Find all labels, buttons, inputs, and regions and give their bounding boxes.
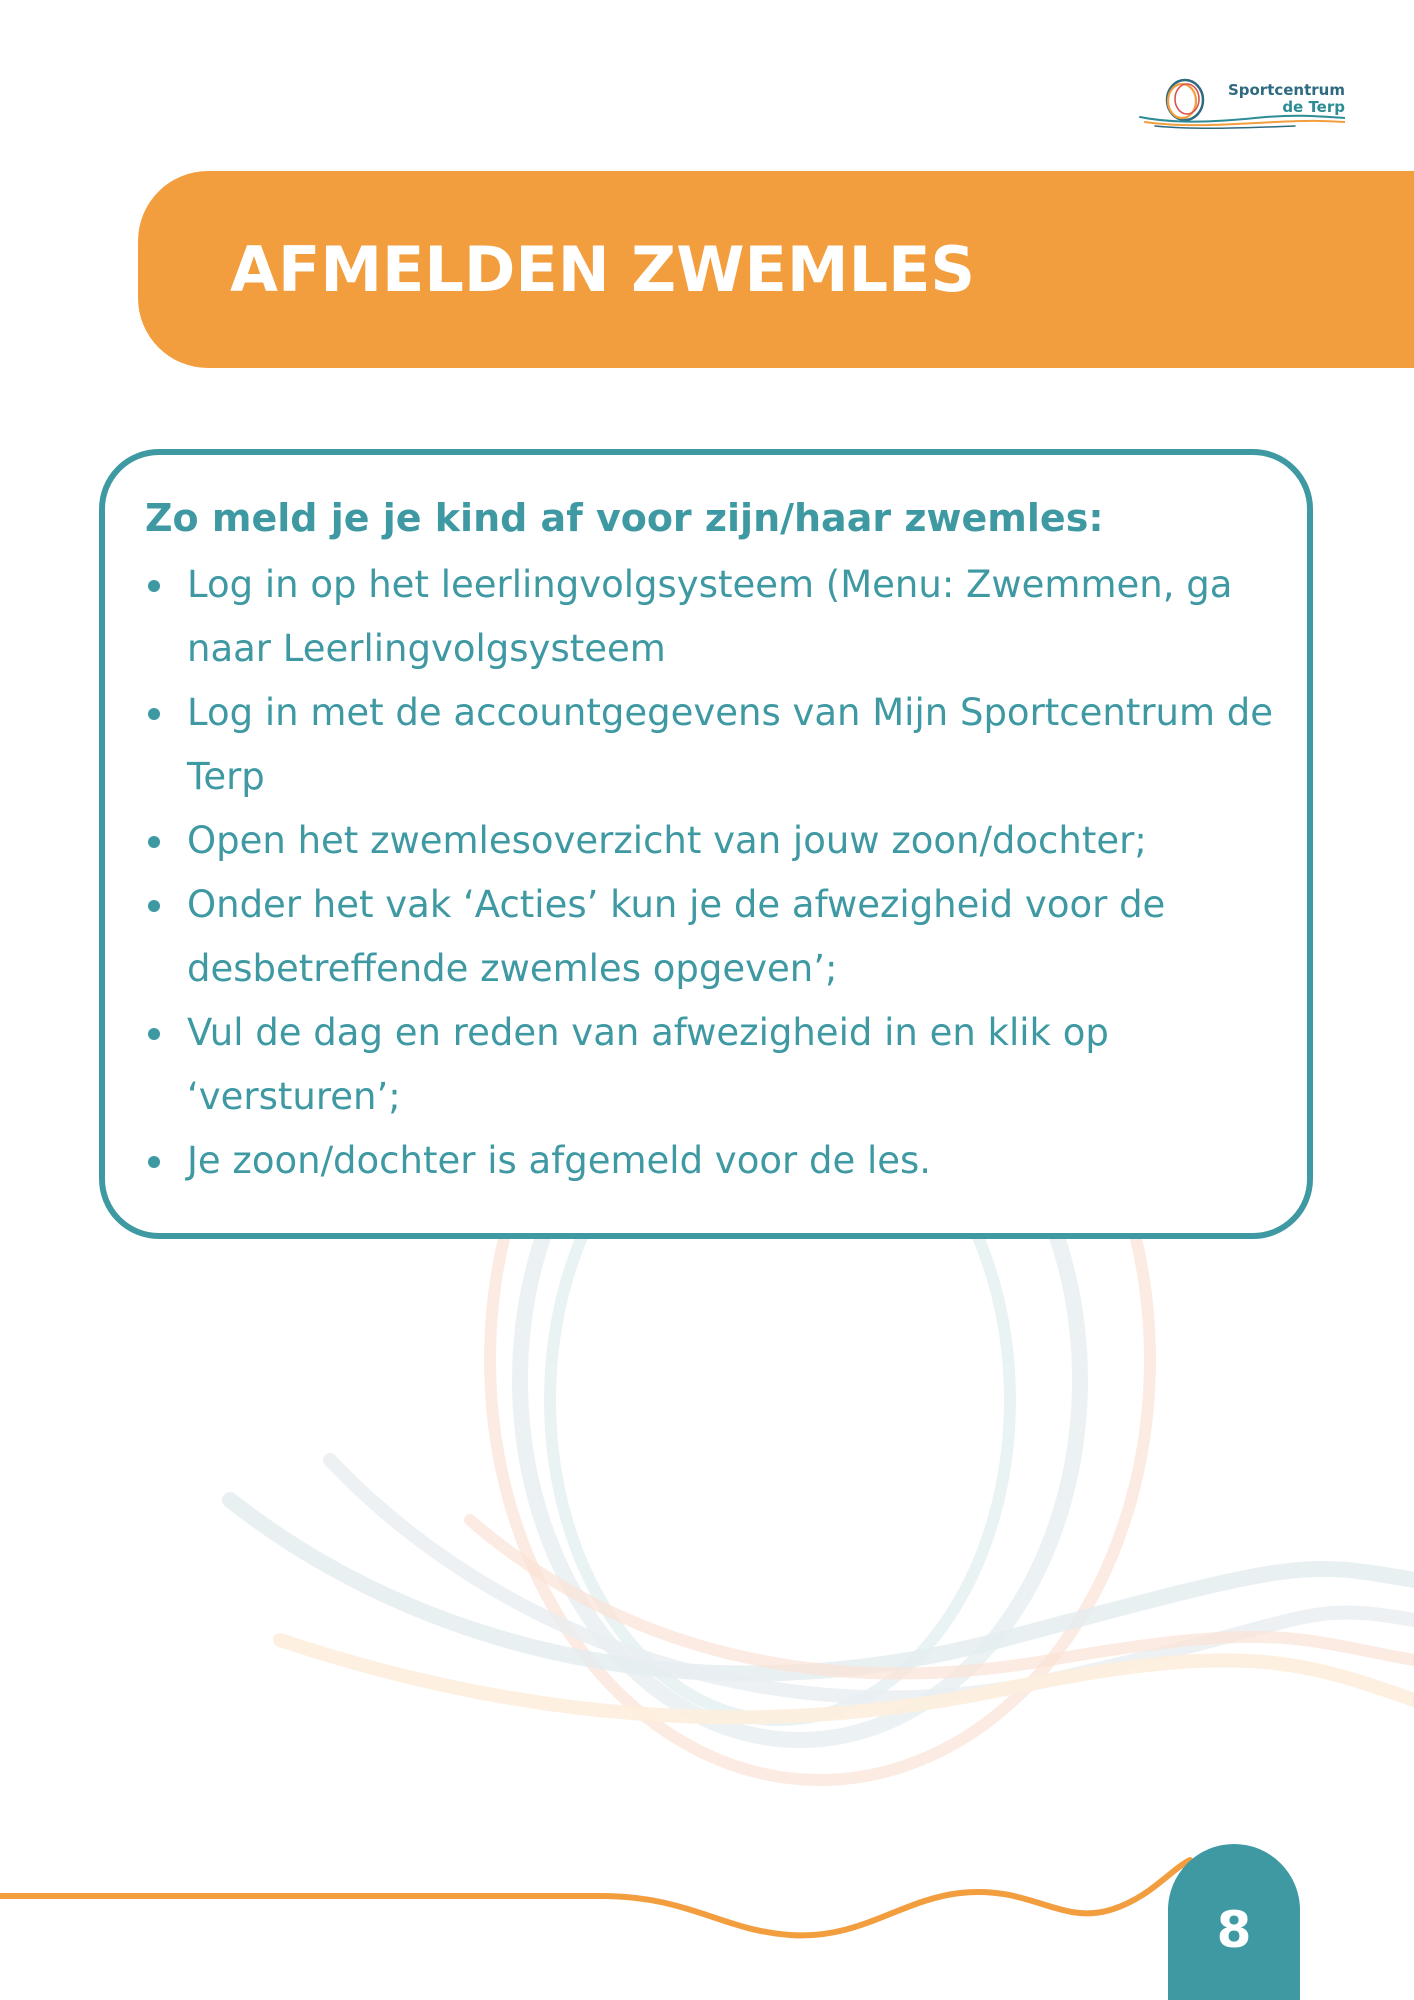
- logo-line-2: de Terp: [1282, 98, 1345, 116]
- instructions-heading: Zo meld je je kind af voor zijn/haar zwemles:: [145, 496, 1104, 540]
- logo-line-1: Sportcentrum: [1227, 81, 1345, 99]
- list-item: Open het zwemlesoverzicht van jouw zoon/dochter;: [145, 809, 1275, 873]
- list-item: Onder het vak ‘Acties’ kun je de afwezigheid voor de desbetreffende zwemles opgeven’;: [145, 873, 1275, 1001]
- list-item: Log in met de accountgegevens van Mijn Sportcentrum de Terp: [145, 681, 1275, 809]
- page-title: AFMELDEN ZWEMLES: [230, 233, 976, 306]
- list-item: Je zoon/dochter is afgemeld voor de les.: [145, 1129, 1275, 1193]
- list-item: Vul de dag en reden van afwezigheid in en klik op ‘versturen’;: [145, 1001, 1275, 1129]
- page-number: 8: [1216, 1901, 1252, 1959]
- list-item: Log in op het leerlingvolgsysteem (Menu: Zwemmen, ga naar Leerlingvolgsysteem: [145, 553, 1275, 681]
- page-number-tab: [1168, 1844, 1300, 2000]
